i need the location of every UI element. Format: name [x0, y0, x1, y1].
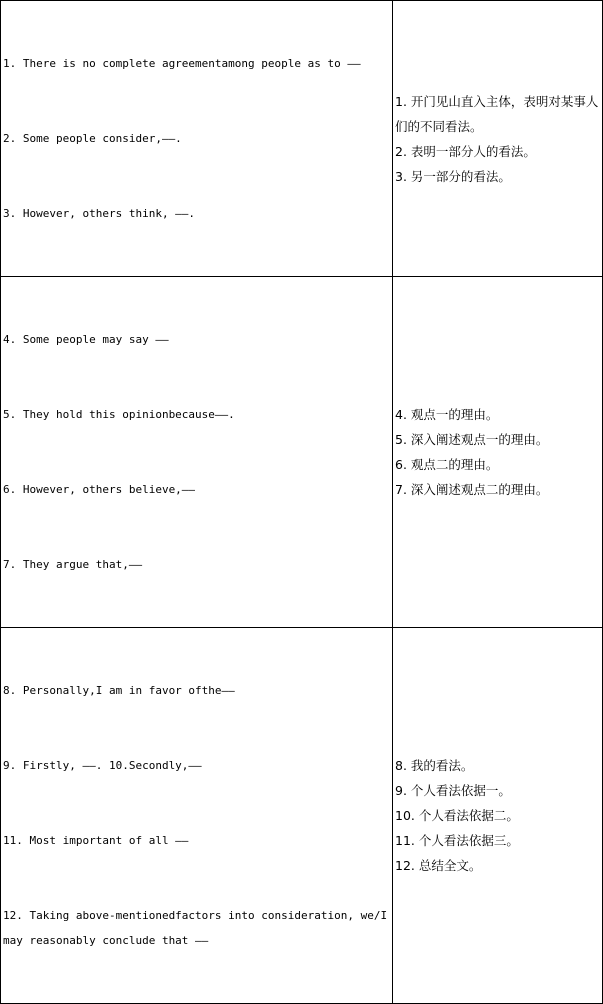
english-line: 1. There is no complete agreementamong people as to ——	[3, 57, 361, 70]
chinese-line: 3. 另一部分的看法。	[395, 168, 511, 184]
chinese-line: 1. 开门见山直入主体，表明对某事人们的不同看法。	[395, 93, 599, 134]
english-line: 8. Personally,I am in favor ofthe——	[3, 684, 235, 697]
table-row	[1, 1, 603, 277]
english-line: 11. Most important of all ——	[3, 834, 189, 847]
english-line: 3. However, others think, ——.	[3, 207, 196, 220]
table-row	[1, 628, 603, 1004]
english-cell	[1, 1, 393, 277]
english-line: 4. Some people may say ——	[3, 333, 169, 346]
english-line: 6. However, others believe,——	[3, 483, 196, 496]
english-cell	[1, 277, 393, 628]
english-line: 9. Firstly, ——. 10.Secondly,——	[3, 759, 202, 772]
chinese-line: 4. 观点一的理由。	[395, 407, 499, 422]
english-line: 12. Taking above-mentionedfactors into consideration, we/I may reasonably conclude that ——	[3, 909, 394, 947]
chinese-cell	[393, 1, 603, 277]
english-line: 7. They argue that,——	[3, 558, 143, 571]
chinese-line: 2. 表明一部分人的看法。	[395, 143, 536, 159]
chinese-cell	[393, 628, 603, 1004]
chinese-line: 11. 个人看法依据三。	[395, 833, 519, 848]
chinese-line: 7. 深入阐述观点二的理由。	[395, 482, 549, 497]
table-row	[1, 277, 603, 628]
chinese-line: 12. 总结全文。	[395, 858, 482, 873]
chinese-line: 6. 观点二的理由。	[395, 457, 499, 472]
chinese-line: 10. 个人看法依据二。	[395, 808, 519, 823]
english-cell	[1, 628, 393, 1004]
chinese-line: 9. 个人看法依据一。	[395, 783, 511, 798]
chinese-cell	[393, 277, 603, 628]
english-line: 2. Some people consider,——.	[3, 132, 182, 145]
english-line: 5. They hold this opinionbecause——.	[3, 408, 235, 421]
chinese-line: 8. 我的看法。	[395, 758, 474, 773]
chinese-line: 5. 深入阐述观点一的理由。	[395, 432, 549, 447]
